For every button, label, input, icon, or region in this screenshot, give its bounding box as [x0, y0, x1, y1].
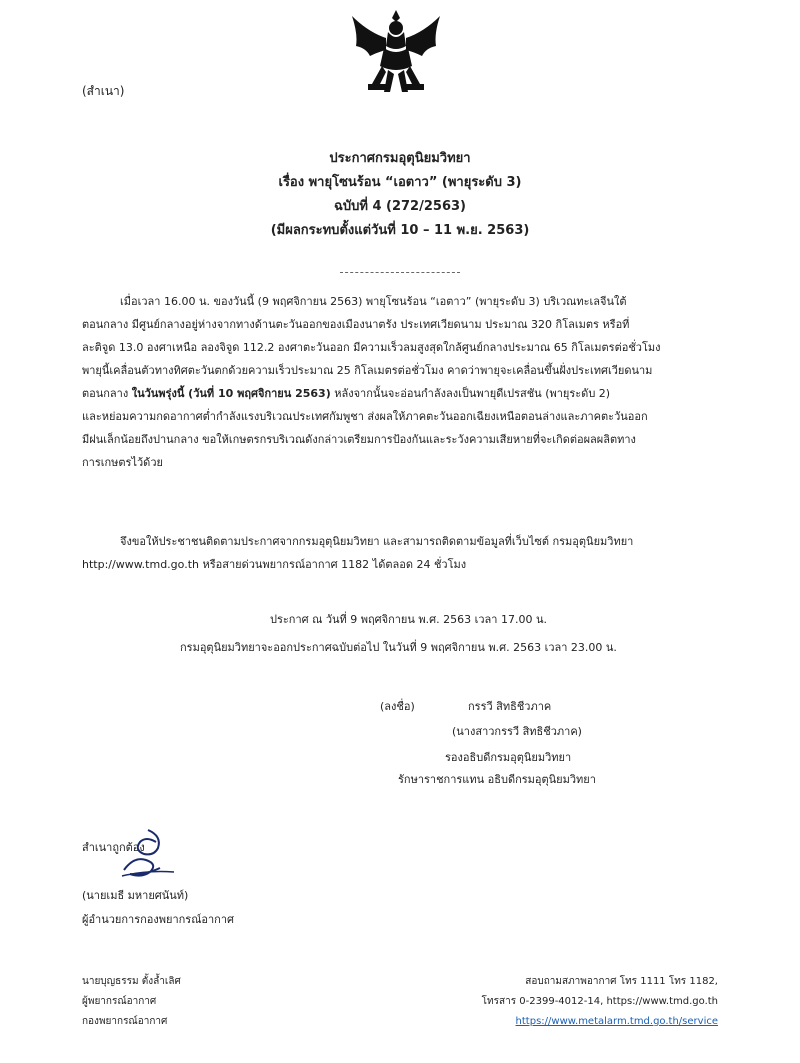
- emphasis-date: ในวันพรุ่งนี้ (วันที่ 10 พฤศจิกายน 2563): [131, 387, 331, 400]
- body-line: เมื่อเวลา 16.00 น. ของวันนี้ (9 พฤศจิกายน 2563) พายุโซนร้อน “เอตาว” (พายุระดับ 3) บริเวณทะเลจีนใต้: [120, 295, 627, 308]
- body-line: http://www.tmd.go.th หรือสายด่วนพยากรณ์อากาศ 1182 ได้ตลอด 24 ชั่วโมง: [82, 558, 467, 571]
- next-issue: กรมอุตุนิยมวิทยาจะออกประกาศฉบับต่อไป ในวันที่ 9 พฤศจิกายน พ.ศ. 2563 เวลา 23.00 น.: [180, 641, 617, 654]
- signatory-position: รองอธิบดีกรมอุตุนิยมวิทยา: [445, 751, 572, 764]
- fax-website-text: โทรสาร 0-2399-4012-14, https://www.tmd.go.th: [481, 996, 718, 1007]
- body-line: จึงขอให้ประชาชนติดตามประกาศจากกรมอุตุนิยมวิทยา และสามารถติดตามข้อมูลที่เว็บไซต์ กรมอุตุนิยมวิทยา: [120, 535, 634, 548]
- certifier-name: (นายเมธี มหายศนันท์): [82, 889, 189, 902]
- body-paragraph-2: [82, 530, 722, 576]
- title-block: [0, 147, 800, 243]
- page-title: ประกาศกรมอุตุนิยมวิทยา: [329, 151, 471, 166]
- issued-date: ประกาศ ณ วันที่ 9 พฤศจิกายน พ.ศ. 2563 เวลา 17.00 น.: [270, 613, 547, 626]
- handwritten-signature-icon: [118, 826, 178, 882]
- garuda-emblem-icon: [348, 8, 444, 98]
- body-line: การเกษตรไว้ด้วย: [82, 456, 163, 469]
- signatory-full-name: (นางสาวกรรวี สิทธิชีวภาค): [452, 725, 582, 738]
- divider: [340, 272, 460, 273]
- footer-contact-person: [82, 972, 181, 1032]
- signed-name: กรรวี สิทธิชีวภาค: [468, 700, 552, 713]
- issue-number: ฉบับที่ 4 (272/2563): [334, 199, 466, 214]
- hotline-text: สอบถามสภาพอากาศ โทร 1111 โทร 1182,: [525, 976, 718, 987]
- forecaster-division: กองพยากรณ์อากาศ: [82, 1016, 168, 1027]
- body-line: พายุนี้เคลื่อนตัวทางทิศตะวันตกด้วยความเร็วประมาณ 25 กิโลเมตรต่อชั่วโมง คาดว่าพายุจะเคลื่อนขึ้นฝั่งประเทศเวียดนาม: [82, 364, 653, 377]
- body-line: และหย่อมความกดอากาศต่ำกำลังแรงบริเวณประเทศกัมพูชา ส่งผลให้ภาคตะวันออกเฉียงเหนือตอนล่างและภาคตะวันออก: [82, 410, 648, 423]
- body-paragraph-1: [82, 290, 722, 474]
- subject-line: เรื่อง พายุโซนร้อน “เอตาว” (พายุระดับ 3): [278, 175, 522, 190]
- forecaster-title: ผู้พยากรณ์อากาศ: [82, 996, 157, 1007]
- body-line: มีฝนเล็กน้อยถึงปานกลาง ขอให้เกษตรกรบริเวณดังกล่าวเตรียมการป้องกันและระวังความเสียหายที่จะเกิดต่อผลผลิตทาง: [82, 433, 636, 446]
- body-text: ตอนกลาง: [82, 387, 132, 400]
- body-line: ตอนกลาง มีศูนย์กลางอยู่ห่างจากทางด้านตะวันออกของเมืองนาตรัง ประเทศเวียดนาม ประมาณ 320 กิโลเมตร หรือที่: [82, 318, 630, 331]
- body-text: หลังจากนั้นจะอ่อนกำลังลงเป็นพายุดีเปรสชัน (พายุระดับ 2): [330, 387, 611, 400]
- copy-mark: (สำเนา): [82, 84, 125, 98]
- effective-dates: (มีผลกระทบตั้งแต่วันที่ 10 – 11 พ.ย. 2563): [270, 223, 530, 238]
- service-link[interactable]: https://www.metalarm.tmd.go.th/service: [515, 1016, 718, 1027]
- signatory-position-acting: รักษาราชการแทน อธิบดีกรมอุตุนิยมวิทยา: [398, 773, 596, 786]
- footer-contact-info: [482, 972, 718, 1032]
- body-line: ละติจูด 13.0 องศาเหนือ ลองจิจูด 112.2 องศาตะวันออก มีความเร็วลมสูงสุดใกล้ศูนย์กลางประมาณ 65 กิโลเมตรต่อชั่วโมง: [82, 341, 661, 354]
- signed-label: (ลงชื่อ): [380, 700, 415, 713]
- forecaster-name: นายบุญธรรม ตั้งล้ำเลิศ: [82, 976, 181, 987]
- body-line: [82, 382, 722, 405]
- certified-copy-label: สำเนาถูกต้อง: [82, 841, 145, 854]
- certifier-position: ผู้อำนวยการกองพยากรณ์อากาศ: [82, 913, 235, 926]
